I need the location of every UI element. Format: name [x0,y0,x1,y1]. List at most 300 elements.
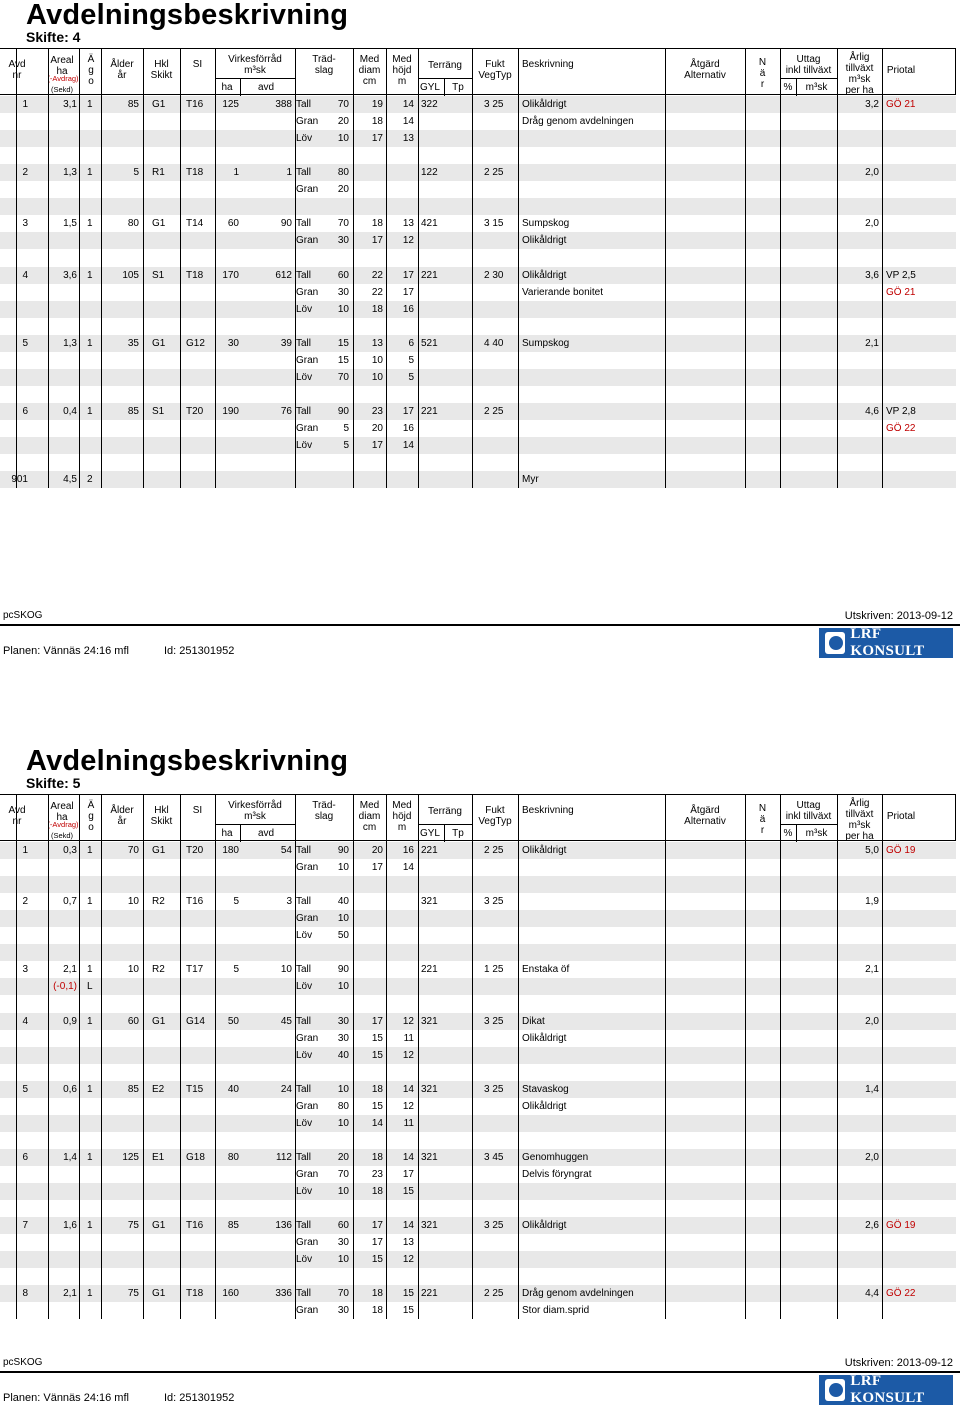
column-header: SI [192,59,203,70]
column-header: Ä g o [87,54,95,87]
cell-alder: 35 [127,337,139,349]
cell-hojd: 14 [402,1220,414,1232]
cell-si: T15 [186,1083,204,1095]
cell-hojd: 12 [402,1015,414,1027]
cell-vavd: 76 [280,405,292,417]
column-header: Fukt VegTyp [478,805,512,827]
column-header: Åtgärd Alternativ [684,59,726,81]
cell-areal: 4,5 [63,474,77,486]
cell-si: T18 [186,1288,204,1300]
cell-beskr: Olikåldrigt [522,1100,567,1112]
cell-gyl: 421 [421,218,438,230]
cell-alder: 105 [122,269,139,281]
cell-alder: 125 [122,1151,139,1163]
cell-trad: Tall [296,896,312,908]
cell-beskr: Stavaskog [522,1083,569,1095]
column-header: Med höjd m [392,800,412,833]
column-divider [353,48,354,488]
cell-vavd: 1 [286,167,292,179]
section-skifte [0,0,960,660]
cell-beskr: Olikåldrigt [522,845,567,856]
cell-diam: 20 [371,845,383,856]
column-divider [143,48,144,488]
cell-trad: Tall [296,1083,312,1095]
cell-pct: 50 [337,930,349,942]
column-divider [518,794,519,1319]
cell-trad: Löv [296,303,313,315]
column-divider [180,48,181,488]
header-divider [780,78,837,79]
column-header: Hkl Skikt [150,805,173,827]
cell-trad: Tall [296,964,312,976]
column-header: Tp [452,828,464,839]
column-divider [955,794,956,841]
column-header: Avd nr [8,59,26,81]
cell-ago: 1 [87,1288,93,1300]
cell-diam: 17 [371,1015,383,1027]
cell-ago: 1 [87,1015,93,1027]
header-divider [240,78,241,96]
cell-si: T17 [186,964,204,976]
column-divider [180,794,181,1319]
cell-ago: 1 [87,964,93,976]
cell-areal: 3,6 [63,269,77,281]
cell-si: T16 [186,1220,204,1232]
lrf-konsult-logo [819,1375,953,1405]
cell-diam: 18 [371,218,383,230]
footer-rule [0,624,960,626]
cell-beskr: Olikåldrigt [522,1220,567,1232]
cell-alder: 60 [127,1015,139,1027]
cell-pct: 30 [337,1032,349,1044]
cell-avd: 1 [22,99,28,110]
cell-fukt: 3 25 [484,896,504,908]
cell-pct: 20 [337,184,349,196]
cell-pct: 20 [337,116,349,128]
cell-trad: Gran [296,862,319,874]
header-divider [418,824,472,825]
cell-hojd: 5 [408,371,414,383]
cell-beskr: Olikåldrigt [522,269,567,281]
cell-alder: 85 [127,1083,139,1095]
cell-si: G18 [186,1151,205,1163]
lrf-konsult-logo [819,628,953,658]
cell-areal: 0,7 [63,896,77,908]
cell-pct: 70 [337,1168,349,1180]
cell-trad: Löv [296,1186,313,1197]
cell-trad: Tall [296,218,312,230]
footer-plan: Planen: Vännäs 24:16 mfl [3,645,129,657]
cell-trad: Löv [296,1049,313,1061]
cell-fukt: 1 25 [484,964,504,976]
cell-pct: 90 [337,405,349,417]
column-divider [837,794,838,1319]
cell-vavd: 336 [275,1288,292,1300]
cell-fukt: 3 25 [484,1083,504,1095]
cell-beskr: Olikåldrigt [522,1032,567,1044]
cell-beskr: Sumpskog [522,218,570,230]
cell-ago: 1 [87,337,93,349]
cell-pct: 20 [337,1151,349,1163]
cell-trad: Tall [296,1220,312,1232]
cell-vha: 180 [222,845,239,856]
cell-hkl: G1 [152,218,166,230]
cell-pct: 10 [337,303,349,315]
cell-arlig: 2,0 [865,167,879,179]
cell-fukt: 2 25 [484,167,504,179]
cell-pct: 90 [337,845,349,856]
column-divider [101,48,102,488]
cell-hkl: G1 [152,1288,166,1300]
cell-gyl: 221 [421,269,438,281]
cell-avd: 3 [22,964,28,976]
column-header: ha [221,82,233,93]
cell-pct: 10 [337,1186,349,1197]
cell-diam: 18 [371,116,383,128]
cell-beskr: Genomhuggen [522,1151,589,1163]
cell-pct: 10 [337,862,349,874]
cell-hojd: 12 [402,235,414,247]
cell-hkl: G1 [152,1220,166,1232]
column-header: SI [192,805,203,816]
cell-gyl: 321 [421,896,438,908]
cell-areal: (-0,1) [53,981,77,993]
cell-trad: Tall [296,1151,312,1163]
cell-fukt: 3 25 [484,1220,504,1232]
cell-arlig: 5,0 [865,845,879,856]
section-skifte [0,746,960,1406]
cell-fukt: 2 30 [484,269,504,281]
cell-hojd: 16 [402,845,414,856]
cell-pct: 30 [337,235,349,247]
column-header: Uttag inkl tillväxt [785,54,832,76]
cell-beskr: Dråg genom avdelningen [522,116,634,128]
cell-pct: 40 [337,896,349,908]
column-divider [386,48,387,488]
cell-alder: 70 [127,845,139,856]
column-divider [353,794,354,1319]
cell-prio: GÖ 21 [886,286,916,298]
column-header: avd [257,828,275,839]
cell-hkl: G1 [152,845,166,856]
skifte-label: Skifte: 4 [26,29,81,45]
cell-fukt: 3 15 [484,218,504,230]
cell-fukt: 4 40 [484,337,504,349]
column-header: Träd- slag [312,54,336,76]
column-header: Beskrivning [522,59,574,70]
cell-fukt: 2 25 [484,1288,504,1300]
cell-pct: 15 [337,354,349,366]
cell-hojd: 12 [402,1049,414,1061]
cell-hojd: 17 [402,269,414,281]
cell-gyl: 221 [421,964,438,976]
cell-trad: Gran [296,1168,319,1180]
cell-pct: 60 [337,269,349,281]
cell-hojd: 11 [403,1032,414,1044]
cell-hkl: R2 [152,896,165,908]
cell-arlig: 1,4 [865,1083,879,1095]
page-title: Avdelningsbeskrivning [26,745,349,777]
cell-arlig: 4,6 [865,405,879,417]
column-divider [955,48,956,95]
cell-hojd: 13 [402,218,414,230]
cell-pct: 60 [337,1220,349,1232]
cell-trad: Tall [296,269,312,281]
cell-fukt: 3 25 [484,99,504,110]
cell-trad: Gran [296,422,319,434]
cell-arlig: 3,2 [865,99,879,110]
cell-hojd: 15 [402,1186,414,1197]
cell-trad: Tall [296,845,312,856]
cell-vavd: 136 [275,1220,292,1232]
header-divider [796,824,797,842]
cell-diam: 18 [371,303,383,315]
areal-sub-label: (Sekd) [50,831,74,840]
cell-si: G12 [186,337,205,349]
cell-diam: 22 [371,269,383,281]
column-divider [101,794,102,1319]
column-header: Årlig tillväxt m³sk per ha [845,52,874,96]
column-header: Ä g o [87,800,95,833]
cell-diam: 15 [371,1254,383,1266]
cell-hkl: S1 [152,405,165,417]
cell-hojd: 6 [408,337,414,349]
cell-ago: 1 [87,1083,93,1095]
cell-areal: 3,1 [63,99,77,110]
column-divider [215,48,216,488]
cell-hojd: 17 [402,286,414,298]
cell-trad: Gran [296,913,319,925]
cell-pct: 5 [343,422,349,434]
column-header: Terräng [428,806,462,817]
column-header: GYL [419,82,440,93]
cell-hojd: 14 [402,116,414,128]
column-header: Areal ha [50,55,74,77]
column-divider [472,48,473,488]
column-header: Träd- slag [312,800,336,822]
cell-pct: 10 [337,133,349,145]
cell-beskr: Delvis föryngrat [522,1168,592,1180]
cell-ago: 1 [87,896,93,908]
cell-fukt: 2 25 [484,405,504,417]
column-header: Fukt VegTyp [478,59,512,81]
cell-trad: Löv [296,133,313,145]
cell-pct: 30 [337,1305,349,1317]
column-header: N ä r [758,57,767,90]
cell-hkl: E2 [152,1083,165,1095]
column-header: Priotal [886,811,916,822]
cell-prio: GÖ 21 [886,99,916,110]
cell-avd: 8 [22,1288,28,1300]
cell-gyl: 221 [421,1288,438,1300]
cell-hkl: G1 [152,337,166,349]
column-divider [745,48,746,488]
cell-gyl: 321 [421,1083,438,1095]
header-divider [215,824,295,825]
cell-vha: 190 [222,405,239,417]
column-divider [48,794,49,1319]
cell-avd: 6 [22,1151,28,1163]
cell-trad: Löv [296,1117,313,1129]
cell-avd: 901 [11,474,28,486]
cell-pct: 90 [337,964,349,976]
column-divider [882,794,883,1319]
column-divider [295,794,296,1319]
cell-gyl: 321 [421,1151,438,1163]
cell-beskr: Dråg genom avdelningen [522,1288,634,1300]
cell-ago: 1 [87,99,93,110]
cell-avd: 4 [22,269,28,281]
column-divider [16,48,17,488]
cell-fukt: 2 25 [484,845,504,856]
cell-pct: 5 [343,440,349,451]
cell-alder: 85 [127,99,139,110]
cell-vha: 170 [222,269,239,281]
cell-diam: 18 [371,1151,383,1163]
cell-fukt: 3 25 [484,1015,504,1027]
cell-hojd: 15 [402,1305,414,1317]
cell-trad: Löv [296,1254,313,1266]
cell-si: T20 [186,845,204,856]
cell-trad: Gran [296,116,319,128]
cell-vavd: 45 [280,1015,292,1027]
cell-alder: 10 [127,964,139,976]
cell-ago: 1 [87,845,93,856]
cell-arlig: 4,4 [865,1288,879,1300]
cell-diam: 18 [371,1288,383,1300]
column-divider [780,794,781,1319]
column-header: % [783,828,793,839]
cell-hkl: R1 [152,167,165,179]
cell-trad: Tall [296,1015,312,1027]
column-divider [418,48,419,488]
cell-areal: 0,9 [63,1015,77,1027]
cell-vavd: 54 [280,845,292,856]
footer-app-name: pcSKOG [3,610,43,621]
cell-alder: 75 [127,1288,139,1300]
cell-gyl: 322 [421,99,438,110]
cell-ago: 1 [87,1220,93,1232]
cell-gyl: 321 [421,1220,438,1232]
cell-hojd: 16 [402,303,414,315]
cell-areal: 0,6 [63,1083,77,1095]
cell-trad: Löv [296,440,313,451]
page-title: Avdelningsbeskrivning [26,0,349,31]
cell-beskr: Dikat [522,1015,545,1027]
cell-ago: 1 [87,269,93,281]
cell-diam: 23 [371,405,383,417]
cell-prio: VP 2,8 [886,405,916,417]
column-header: Virkesförråd m³sk [228,54,282,76]
column-header: GYL [419,828,440,839]
cell-areal: 1,6 [63,1220,77,1232]
cell-areal: 1,3 [63,167,77,179]
cell-alder: 80 [127,218,139,230]
cell-pct: 30 [337,1237,349,1249]
cell-areal: 0,3 [63,845,77,856]
cell-diam: 10 [371,371,383,383]
header-divider [444,78,445,96]
cell-diam: 17 [371,235,383,247]
column-header: Åtgärd Alternativ [684,805,726,827]
cell-pct: 40 [337,1049,349,1061]
cell-vha: 50 [227,1015,239,1027]
cell-avd: 6 [22,405,28,417]
cell-alder: 75 [127,1220,139,1232]
cell-hkl: E1 [152,1151,165,1163]
cell-diam: 18 [371,1305,383,1317]
footer-id: Id: 251301952 [164,645,235,657]
cell-hkl: G1 [152,1015,166,1027]
column-header: m³sk [805,828,828,839]
cell-hojd: 14 [402,1151,414,1163]
cell-beskr: Olikåldrigt [522,99,567,110]
cell-hojd: 15 [402,1288,414,1300]
cell-hojd: 14 [402,862,414,874]
footer-plan: Planen: Vännäs 24:16 mfl [3,1392,129,1404]
logo-text: LRF KONSULT [850,1373,925,1406]
cell-prio: GÖ 22 [886,1288,916,1300]
areal-deduction-label: (-Avdrag) [47,74,79,83]
cell-ago: 1 [87,218,93,230]
cell-areal: 1,4 [63,1151,77,1163]
cell-pct: 10 [337,981,349,993]
cell-pct: 70 [337,99,349,110]
column-header: Priotal [886,65,916,76]
cell-vha: 80 [227,1151,239,1163]
column-header: Terräng [428,60,462,71]
header-divider [444,824,445,842]
cell-alder: 85 [127,405,139,417]
cell-trad: Gran [296,1237,319,1249]
cell-beskr: Olikåldrigt [522,235,567,247]
lrf-logo-icon [825,1379,845,1401]
cell-trad: Tall [296,167,312,179]
cell-vha: 85 [227,1220,239,1232]
column-divider [837,48,838,488]
cell-hkl: S1 [152,269,165,281]
cell-si: T20 [186,405,204,417]
cell-vavd: 39 [280,337,292,349]
column-header: Med diam cm [358,54,381,87]
column-header: ha [221,828,233,839]
cell-trad: Gran [296,1100,319,1112]
cell-gyl: 521 [421,337,438,349]
cell-pct: 10 [337,1117,349,1129]
cell-trad: Löv [296,981,313,993]
column-header: Avd nr [8,805,26,827]
cell-trad: Gran [296,354,319,366]
column-divider [16,794,17,1319]
cell-avd: 3 [22,218,28,230]
cell-pct: 30 [337,286,349,298]
cell-gyl: 221 [421,845,438,856]
cell-arlig: 2,1 [865,964,879,976]
cell-si: T16 [186,896,204,908]
cell-arlig: 1,9 [865,896,879,908]
cell-pct: 10 [337,1083,349,1095]
footer-app-name: pcSKOG [3,1357,43,1368]
cell-vavd: 612 [275,269,292,281]
cell-gyl: 221 [421,405,438,417]
column-header: Beskrivning [522,805,574,816]
cell-diam: 23 [371,1168,383,1180]
cell-avd: 1 [22,845,28,856]
column-header: Areal ha [50,801,74,823]
header-divider [215,78,295,79]
header-divider [240,824,241,842]
column-divider [745,794,746,1319]
